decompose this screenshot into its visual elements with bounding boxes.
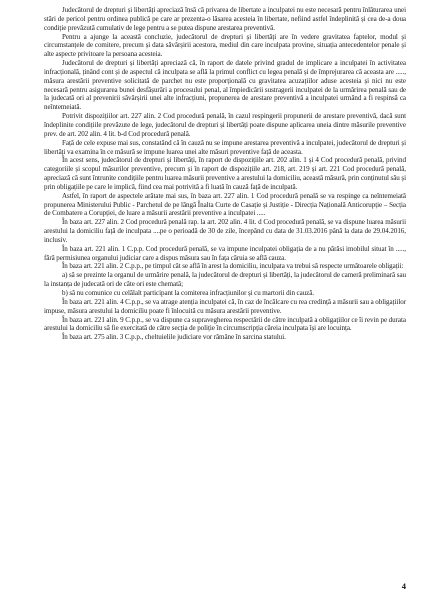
paragraph-9: În baza art. 221 alin. 1 C.p.p. Cod procedură penală, se va impune inculpatei obligația de a nu părăsi imobilul situat în ....., fără permisiunea organului judiciar care a dispus măsura sau în fața căruia se află cauza. [44,244,406,262]
paragraph-5: Față de cele expuse mai sus, constatând că în cauză nu se impune arestarea preventivă a inculpatei, judecătorul de drepturi și libertăți va examina în ce măsură se impune luarea unei alte măsuri preventive față de aceasta. [44,138,406,156]
paragraph-7: Astfel, în raport de aspectele arătate mai sus, în baza art. 227 alin. 1 Cod procedură penală se va respinge ca neîntemeiată propunerea Ministerului Public - Parchetul de pe lângă Înalta Curte de Casație și Justiție - Direcția Națională Anticorupție – Secția de Combatere a Corupției, de luare a măsurii arestării preventive a inculpatei ..... [44,191,406,218]
page-number: 4 [401,581,406,591]
paragraph-12: b) să nu comunice cu celălalt participant la comiterea infracțiunilor și cu martorii din cauză. [62,289,315,297]
paragraph-1: Judecătorul de drepturi și libertăți apreciază însă că privarea de libertate a inculpatei nu este necesară pentru înlăturarea unei stări de pericol pentru ordinea publică pe care ar prezenta-o lăsarea acesteia în libertate, nefiind astfel îndeplinită și cea de-a doua condiție prevăzută cumulativ de lege pentru a se putea dispune arestarea preventivă. [44,6,406,32]
paragraph-2: Pentru a ajunge la această concluzie, judecătorul de drepturi și libertăți are în vedere gravitatea faptelor, modul și circumstanțele de comitere, precum și data săvârșirii acestora, mediul din care inculpata provine, situația antecedentelor penale și alte aspecte privitoare la persoana acesteia. [44,32,406,59]
paragraph-4: Potrivit dispozițiilor art. 227 alin. 2 Cod procedură penală, în cazul respingerii propunerii de arestare preventivă, dacă sunt îndeplinite condițiile prevăzute de lege, judecătorul de drepturi și libertăți poate dispune aplicarea uneia dintre măsurile preventive prev. de art. 202 alin. 4 lit. b-d Cod procedură penală. [44,112,406,138]
paragraph-3: Judecătorul de drepturi și libertăți apreciază că, în raport de datele privind gradul de implicare a inculpatei în activitatea infracțională, ținând cont și de aspectul că inculpata se află la primul conflict cu legea penală și de împrejurarea că aceasta are ....., măsura arestării preventive solicitată de parchet nu este proporțională cu gravitatea acuzațiilor aduse acesteia și nici nu este necesară pentru asigurarea bunei desfășurări a procesului penal, al împiedicării sustragerii inculpatei de la urmărirea penală sau de la judecată ori al prevenirii săvârșirii unei alte infracțiuni, propunerea de arestare preventivă a inculpatei urmând a fi respinsă ca neîntemeiată. [44,59,406,112]
paragraph-8: În baza art. 227 alin. 2 Cod procedură penală rap. la art. 202 alin. 4 lit. d Cod procedură penală, se va dispune luarea măsurii arestului la domiciliu față de inculpata ....pe o perioadă de 30 de zile, începând cu data de 31.03.2016 până la data de 29.04.2016, inclusiv. [44,218,406,244]
paragraph-13: În baza art. 221 alin. 4 C.p.p., se va atrage atenția inculpatei că, în caz de încălcare cu rea credință a măsurii sau a obligațiilor impuse, măsura arestului la domiciliu poate fi înlocuită cu măsura arestării preventive. [44,297,406,315]
paragraph-11: a) să se prezinte la organul de urmărire penală, la judecătorul de drepturi și libertăți, la judecătorul de cameră preliminară sau la instanța de judecată ori de câte ori este chemată; [44,271,406,289]
paragraph-14: În baza art. 221 alin. 9 C.p.p., se va dispune ca supravegherea respectării de către inculpată a obligațiilor ce îi revin pe durata arestului la domiciliu să fie exercitată de către secția de poliție în circumscripția căreia inculpata își are locuința. [44,315,406,333]
paragraph-6: În acest sens, judecătorul de drepturi și libertăți, în raport de dispozițiile art. 202 alin. 1 și 4 Cod procedură penală, privind categoriile și scopul măsurilor preventive, precum și în raport de dispozițiile art. 218, art. 219 și art. 221 Cod procedură penală, apreciază că sunt întrunite condițiile pentru luarea măsurii preventive a arestului la domiciliu, această măsură, prin conținutul său și prin obligațiile pe care le implică, fiind cea mai potrivită a fi luată în cauză față de inculpată. [44,156,406,191]
document-body [44,6,406,342]
paragraph-10: În baza art. 221 alin. 2 C.p.p., pe timpul cât se află în arest la domiciliu, inculpata va trebui să respecte următoarele obligații: [62,262,404,271]
paragraph-15: În baza art. 275 alin. 3 C.p.p., cheltuielile judiciare vor rămâne în sarcina statului. [62,333,286,342]
